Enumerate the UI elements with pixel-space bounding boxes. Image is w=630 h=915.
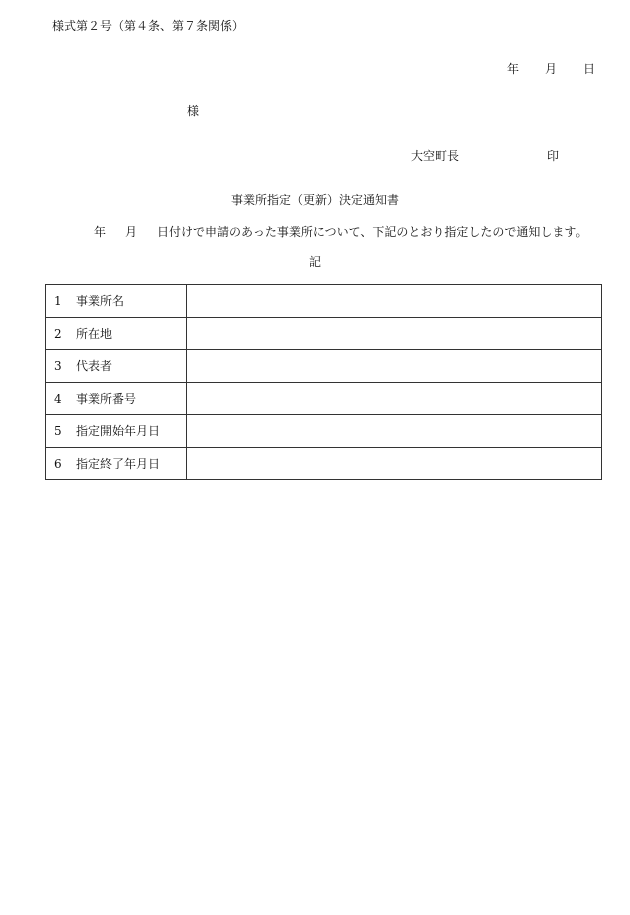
body-year-label: 年 (94, 225, 107, 239)
row-value (187, 382, 602, 415)
row-label-text: 事業所名 (76, 294, 125, 309)
issuer-line (411, 149, 559, 163)
row-label-text: 指定終了年月日 (76, 456, 161, 471)
row-label-text: 所在地 (76, 326, 113, 341)
table-row (46, 350, 602, 383)
row-label (46, 415, 187, 448)
table-row (46, 447, 602, 480)
row-label (46, 382, 187, 415)
row-number: 1 (54, 294, 62, 309)
row-label (46, 317, 187, 350)
date-day-label: 日 (583, 62, 596, 76)
row-label (46, 350, 187, 383)
row-label-text: 代表者 (76, 359, 113, 374)
notice-body (94, 225, 587, 239)
date-year-label: 年 (507, 62, 520, 76)
date-month-label: 月 (545, 62, 558, 76)
row-value (187, 447, 602, 480)
table-row (46, 382, 602, 415)
form-number: 様式第２号（第４条、第７条関係） (52, 19, 245, 33)
ki-heading: 記 (308, 255, 321, 269)
addressee-honorific: 様 (187, 104, 200, 118)
row-label (46, 285, 187, 318)
row-label (46, 447, 187, 480)
row-number: 6 (54, 456, 62, 471)
date-line (507, 62, 595, 76)
row-value (187, 317, 602, 350)
row-number: 5 (54, 424, 62, 439)
row-value (187, 285, 602, 318)
table-row (46, 415, 602, 448)
body-text: 日付けで申請のあった事業所について、下記のとおり指定したので通知します。 (157, 225, 588, 239)
row-label-text: 事業所番号 (76, 391, 137, 406)
table-row (46, 285, 602, 318)
row-value (187, 415, 602, 448)
row-number: 3 (54, 359, 62, 374)
row-number: 4 (54, 391, 62, 406)
details-table (45, 284, 602, 480)
issuer-title: 大空町長 (411, 149, 460, 163)
document-title: 事業所指定（更新）決定通知書 (230, 193, 399, 207)
body-month-label: 月 (125, 225, 138, 239)
table-row (46, 317, 602, 350)
row-value (187, 350, 602, 383)
row-number: 2 (54, 326, 62, 341)
row-label-text: 指定開始年月日 (76, 424, 161, 439)
seal-mark: 印 (547, 149, 560, 163)
